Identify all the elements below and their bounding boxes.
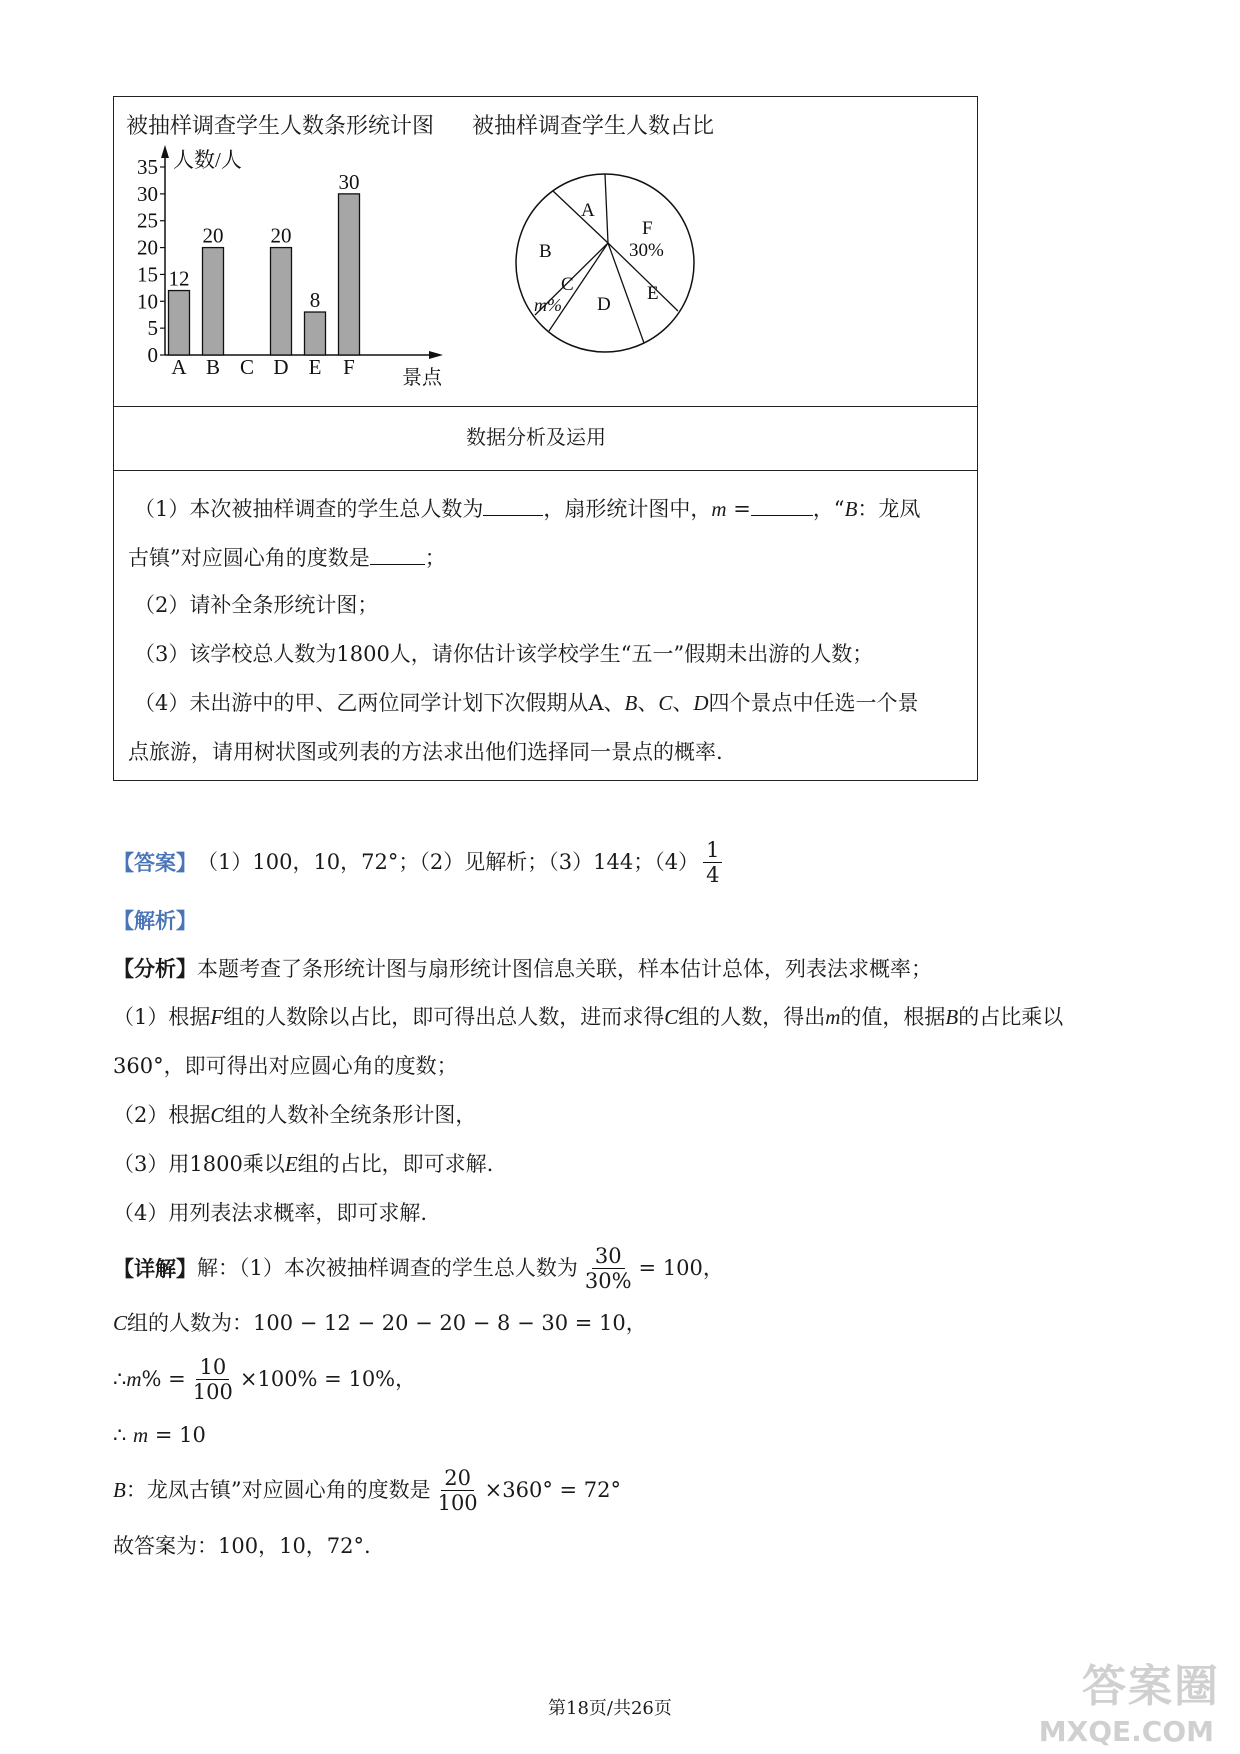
analysis-tag: 【解析】 bbox=[113, 908, 197, 933]
bar-value-label: 20 bbox=[202, 223, 224, 248]
pie-label-e: E bbox=[647, 283, 659, 304]
answer-blank-total bbox=[483, 497, 543, 516]
detail-line-3: ∴ m % = $\frac{10}{100}$ ×100% = 10%， bbox=[113, 1355, 417, 1405]
bar-value-label: 12 bbox=[168, 266, 190, 291]
question-1-line-2: 古镇”对应圆心角的度数是 ； bbox=[128, 546, 446, 570]
pie-label-c: C bbox=[561, 274, 574, 295]
bar-e bbox=[305, 312, 326, 355]
answer-blank-m bbox=[751, 497, 813, 516]
fenxi-point-1-line-1: （1）根据F组的人数除以占比，即可得出总人数，进而求得C组的人数，得出m的值，根据B的占比乘以 bbox=[113, 1005, 1064, 1029]
fenxi-point-1-line-2: 360°，即可得出对应圆心角的度数； bbox=[113, 1054, 458, 1078]
bar-value-label: 8 bbox=[309, 288, 321, 313]
y-tick-label: 0 bbox=[147, 343, 158, 367]
watermark-url: MXQE.COM bbox=[1038, 1715, 1214, 1748]
detail-fraction-2: $\frac{10}{100}$ bbox=[192, 1355, 233, 1405]
x-tick-label: B bbox=[205, 355, 221, 379]
fenxi-point-4: （4）用列表法求概率，即可求解. bbox=[113, 1201, 428, 1225]
pie-slice-boundary bbox=[605, 174, 608, 243]
bar-value-label: 30 bbox=[338, 169, 360, 194]
y-tick-label: 25 bbox=[137, 208, 158, 233]
question-2: （2）请补全条形统计图； bbox=[134, 593, 379, 617]
pie-slice-boundary bbox=[549, 243, 608, 331]
x-tick-label: D bbox=[273, 355, 289, 379]
x-axis-arrow bbox=[429, 351, 443, 359]
fenxi-line: 【分析】本题考查了条形统计图与扇形统计图信息关联，样本估计总体，列表法求概率； bbox=[113, 956, 932, 981]
question-4-line-1: （4）未出游中的甲、乙两位同学计划下次假期从A、B、C、D四个景点中任选一个景 bbox=[134, 691, 919, 715]
pie-label-d: D bbox=[597, 294, 611, 315]
watermark-logo: 答案圈 bbox=[1082, 1661, 1220, 1712]
pie-label-b: B bbox=[539, 241, 552, 262]
detail-fraction-3: $\frac{20}{100}$ bbox=[437, 1466, 478, 1516]
x-axis-label: 景点 bbox=[402, 367, 442, 389]
x-tick-label: F bbox=[343, 355, 355, 379]
bar-d bbox=[271, 248, 292, 355]
section-header: 数据分析及运用 bbox=[466, 425, 606, 449]
y-tick-label: 30 bbox=[137, 181, 158, 206]
bar-chart bbox=[125, 140, 465, 400]
table-divider-1 bbox=[113, 406, 978, 407]
question-4-line-2: 点旅游，请用树状图或列表的方法求出他们选择同一景点的概率. bbox=[128, 740, 723, 764]
bar-b bbox=[203, 248, 224, 355]
question-1-line-1: （1）本次被抽样调查的学生总人数为 ，扇形统计图中，m = ，“B：龙凤 bbox=[134, 497, 921, 521]
detail-line-5: B ：龙凤古镇”对应圆心角的度数是 $\frac{20}{100}$ ×360° = 72° bbox=[113, 1466, 622, 1516]
answer-line bbox=[113, 838, 726, 887]
y-tick-label: 20 bbox=[137, 235, 158, 260]
answer-blank-angle bbox=[370, 546, 425, 565]
y-tick-label: 15 bbox=[137, 262, 158, 287]
bar-f bbox=[339, 194, 360, 355]
page-footer: 第18页/共26页 bbox=[548, 1698, 672, 1719]
detail-line-1: 【详解】 解：（1）本次被抽样调查的学生总人数为 $\frac{30}{30\%}$ = 100， bbox=[113, 1244, 724, 1294]
x-tick-label: C bbox=[239, 355, 255, 379]
y-axis-arrow bbox=[161, 145, 169, 158]
detail-fraction-1: $\frac{30}{30\%}$ bbox=[584, 1244, 632, 1294]
bar-a bbox=[169, 291, 190, 355]
bar-value-label: 20 bbox=[270, 223, 292, 248]
detail-line-2: C组的人数为：100 − 12 − 20 − 20 − 8 − 30 = 10， bbox=[113, 1311, 647, 1335]
fenxi-point-3: （3）用1800乘以E组的占比，即可求解. bbox=[113, 1152, 494, 1176]
bar-chart-caption: 被抽样调查学生人数条形统计图 bbox=[126, 114, 435, 139]
pie-pct-f: 30% bbox=[629, 240, 664, 261]
pie-chart bbox=[505, 163, 705, 363]
x-tick-label: E bbox=[308, 355, 322, 379]
answer-fraction: $\frac{1}{4}$ bbox=[703, 838, 722, 887]
detail-line-4: ∴ m = 10 bbox=[113, 1423, 206, 1447]
pie-chart-caption: 被抽样调查学生人数占比 bbox=[472, 114, 715, 139]
pie-label-a: A bbox=[581, 200, 595, 221]
pie-pct-c: m% bbox=[534, 295, 562, 315]
question-3: （3）该学校总人数为1800人，请你估计该学校学生“五一”假期未出游的人数； bbox=[134, 642, 874, 666]
y-tick-label: 10 bbox=[137, 289, 158, 314]
table-divider-2 bbox=[113, 470, 978, 471]
x-tick-label: A bbox=[171, 355, 187, 379]
pie-label-f: F bbox=[642, 218, 653, 239]
y-axis-label: 人数/人 bbox=[173, 148, 242, 172]
fenxi-point-2: （2）根据C组的人数补全统条形计图， bbox=[113, 1103, 477, 1127]
detail-line-6: 故答案为：100，10，72°. bbox=[113, 1534, 371, 1558]
y-tick-label: 35 bbox=[137, 155, 158, 179]
y-tick-label: 5 bbox=[147, 316, 158, 341]
answer-text: （1）100，10，72°；（2）见解析；（3）144；（4） bbox=[197, 850, 700, 875]
pie-outline bbox=[516, 174, 694, 352]
answer-tag: 【答案】 bbox=[113, 850, 197, 876]
